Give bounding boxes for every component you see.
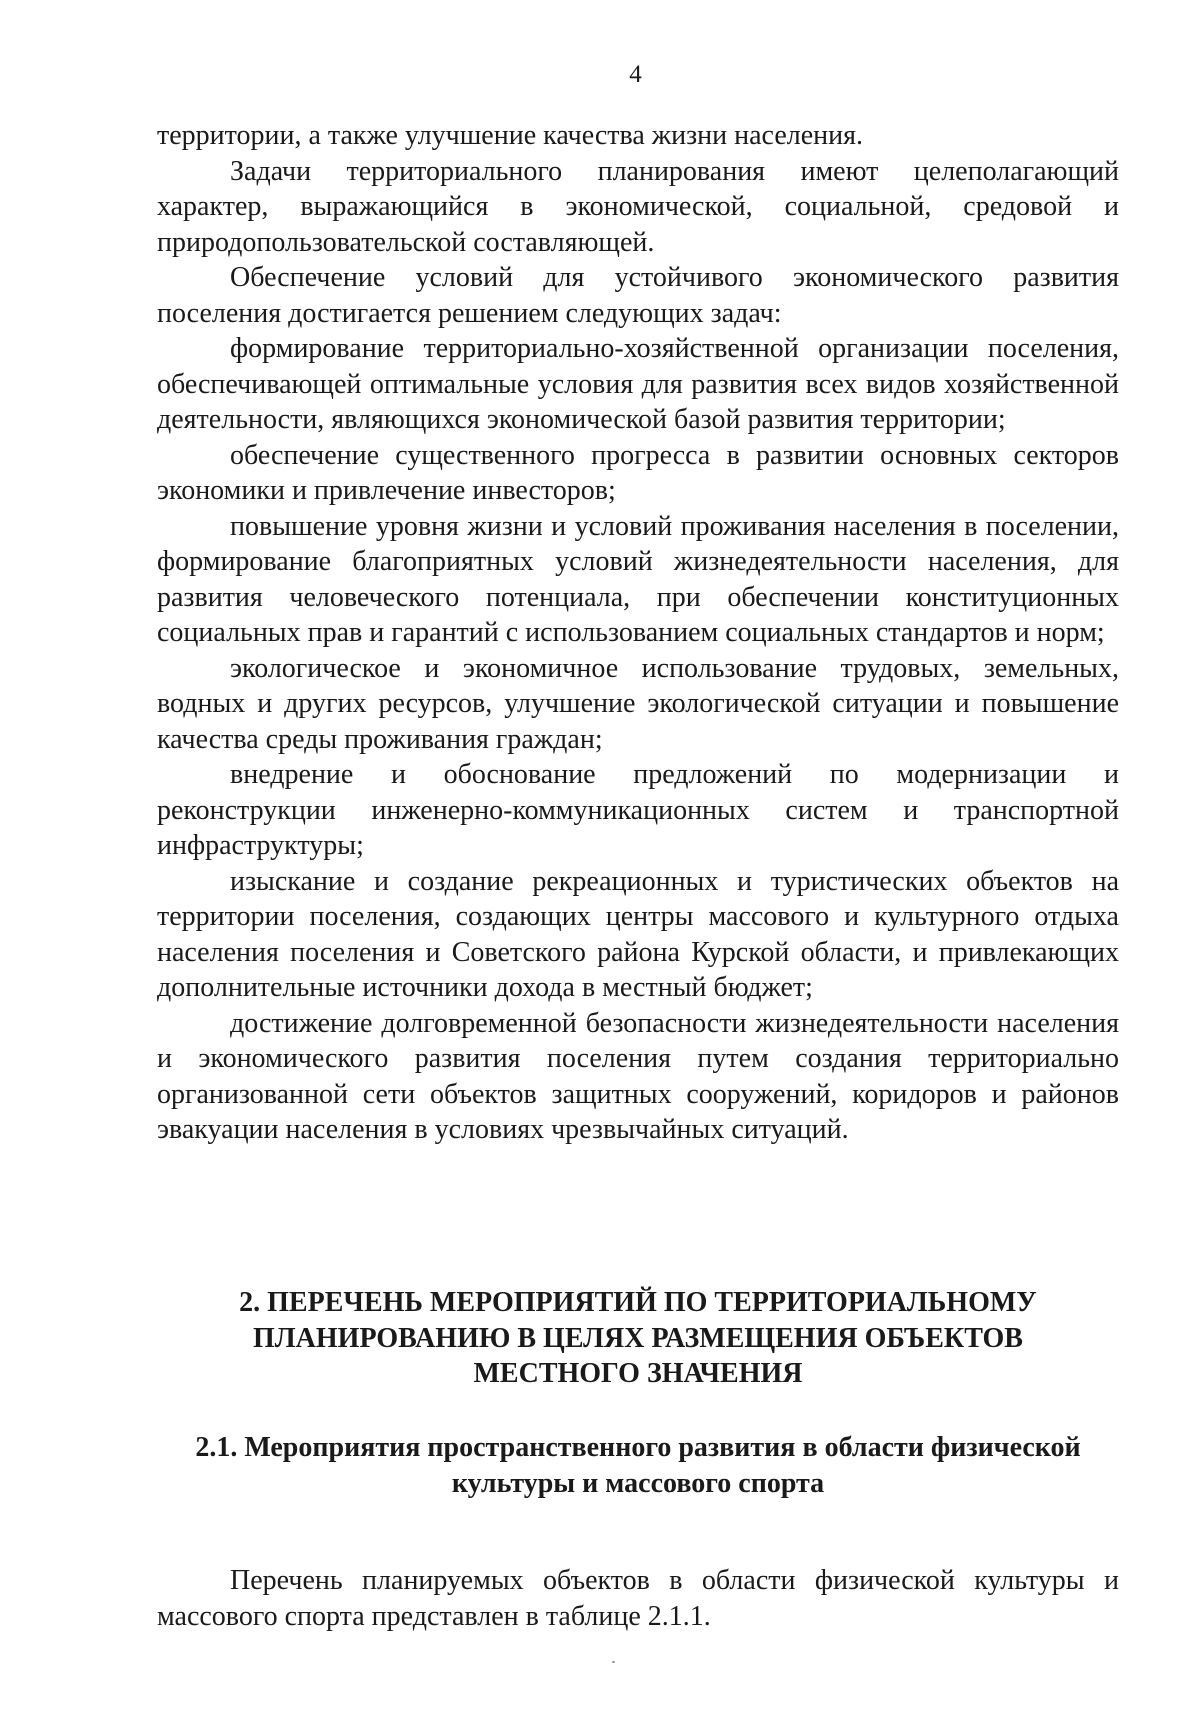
body-text [157, 118, 1119, 1148]
list-item-infrastructure: внедрение и обоснование предложений по модернизации и реконструкции инженерно-коммуникационных систем и транспортной инфраструктуры; [157, 759, 1119, 861]
list-item-sector-progress: обеспечение существенного прогресса в развитии основных секторов экономики и привлечение инвесторов; [157, 439, 1119, 506]
paragraph-table-reference: Перечень планируемых объектов в области физической культуры и массового спорта представлен в таблице 2.1.1. [157, 1565, 1119, 1632]
list-item-living-standards: повышение уровня жизни и условий проживания населения в поселении, формирование благоприятных условий жизнедеятельности населения, для развития человеческого потенциала, при обеспечении конституционных социальных прав и гарантий с использованием социальных стандартов и норм; [157, 510, 1119, 648]
list-item-territorial-organization: формирование территориально-хозяйственной организации поселения, обеспечивающей оптимальные условия для развития всех видов хозяйственной деятельности, являющихся экономической базой развития территории; [157, 333, 1119, 435]
subsection-heading-line: культуры и массового спорта [451, 1467, 825, 1499]
paragraph-economic-conditions: Обеспечение условий для устойчивого экономического развития поселения достигается решением следующих задач: [157, 262, 1119, 329]
subsection-heading-line: 2.1. Мероприятия пространственного развития в области физической [195, 1432, 1081, 1463]
section-heading [157, 1285, 1119, 1392]
page-number: 4 [629, 61, 642, 88]
paragraph-continuation: территории, а также улучшение качества жизни населения. [157, 120, 863, 151]
paragraph-planning-tasks: Задачи территориального планирования имеют целеполагающий характер, выражающийся в экономической, социальной, средовой и природопользовательской составляющей. [157, 155, 1119, 258]
list-item-recreation: изыскание и создание рекреационных и туристических объектов на территории поселения, создающих центры массового и культурного отдыха населения поселения и Советского района Курской области, и привлекающих дополнительные источники дохода в местный бюджет; [157, 865, 1119, 1003]
section-heading-line: МЕСТНОГО ЗНАЧЕНИЯ [473, 1358, 803, 1389]
list-item-safety: достижение долговременной безопасности жизнедеятельности населения и экономического развития поселения путем создания территориально организованной сети объектов защитных сооружений, коридоров и районов эвакуации населения в условиях чрезвычайных ситуаций. [157, 1007, 1119, 1145]
subsection-heading [157, 1430, 1119, 1501]
section-heading-line: ПЛАНИРОВАНИЮ В ЦЕЛЯХ РАЗМЕЩЕНИЯ ОБЪЕКТОВ [253, 1322, 1023, 1354]
section-heading-line: 2. ПЕРЕЧЕНЬ МЕРОПРИЯТИЙ ПО ТЕРРИТОРИАЛЬНОМУ [239, 1287, 1037, 1318]
scan-speck [612, 1661, 615, 1663]
closing-text [157, 1563, 1119, 1634]
list-item-resource-use: экологическое и экономичное использование трудовых, земельных, водных и других ресурсов, улучшение экологической ситуации и повышение качества среды проживания граждан; [157, 652, 1119, 755]
